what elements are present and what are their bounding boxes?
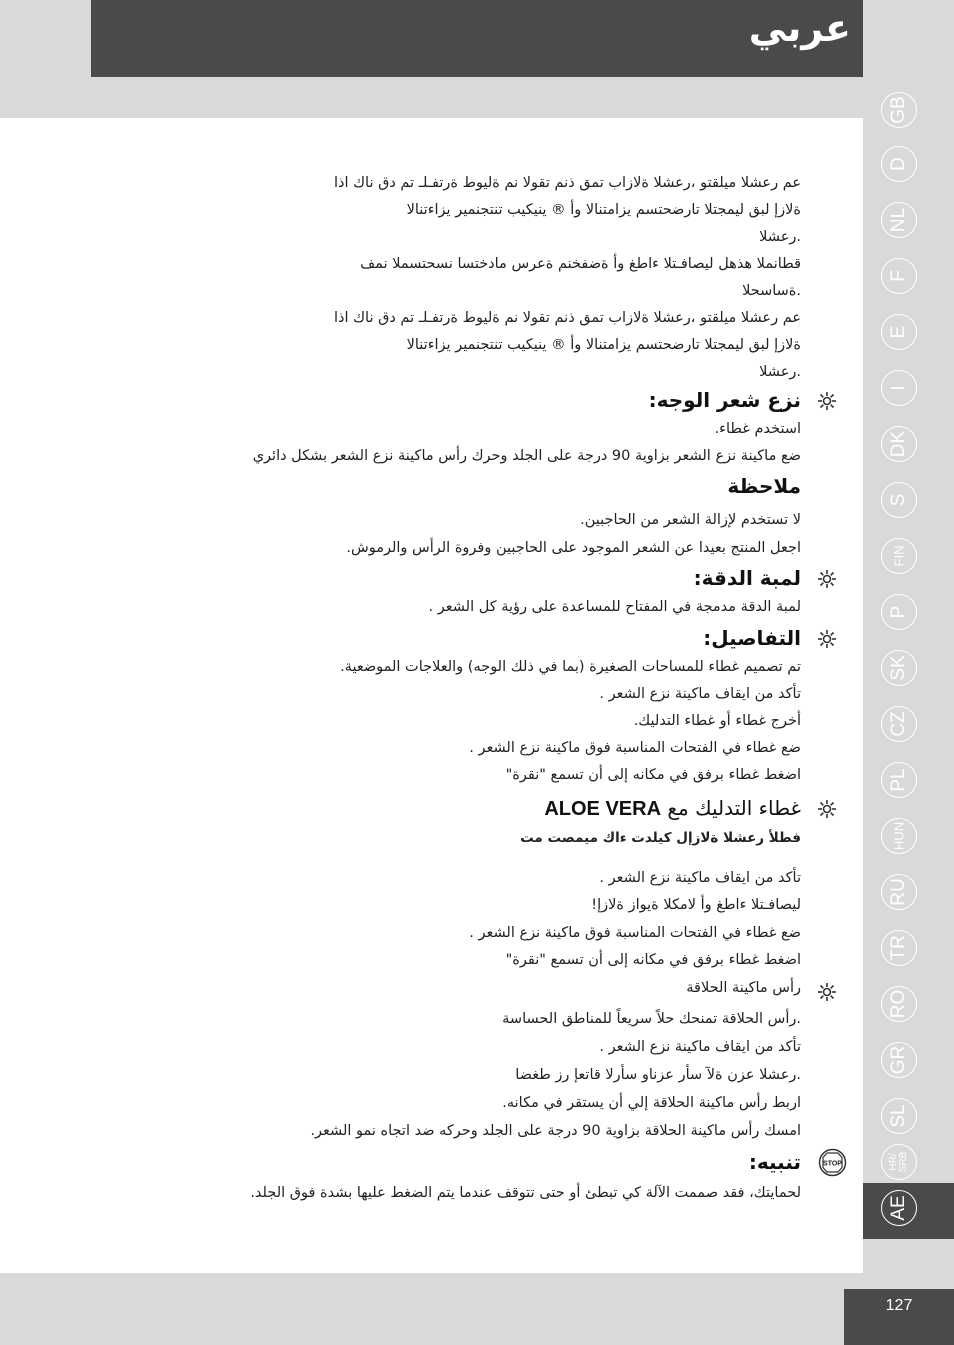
language-tab-label: I — [888, 385, 909, 391]
language-tab-label: FIN — [891, 545, 907, 567]
page-number-box — [844, 1289, 954, 1345]
language-tab[interactable] — [881, 482, 917, 518]
details-line: تم تصميم غطاء للمساحات الصغيرة (بما في ذلك الوجه) والعلاجات الموضعية. — [340, 659, 801, 675]
aloe-line: ليصافـتلا ءاطغ وأ لامكلا ةيواز ةلازإ! — [591, 897, 801, 913]
details-line: ضع غطاء في الفتحات المناسبة فوق ماكينة نزع الشعر . — [469, 740, 801, 756]
language-tab-label: GR — [888, 1045, 909, 1075]
language-tab[interactable] — [881, 1098, 917, 1134]
sun-icon — [817, 629, 837, 649]
precision-light-line: لمبة الدقة مدمجة في المفتاح للمساعدة على رؤية كل الشعر . — [428, 599, 801, 615]
shaver-line: .رعشلا عزن ةلآ سأر عزناو سأرلا قاتعإ رز طغضا — [515, 1067, 801, 1083]
sun-icon — [817, 391, 837, 411]
language-tab[interactable] — [881, 986, 917, 1022]
details-line: اضغط غطاء برفق في مكانه إلى أن تسمع "نقرة" — [505, 767, 801, 783]
note-line: اجعل المنتج بعيدا عن الشعر الموجود على الحاجبين وفروة الرأس والرموش. — [346, 540, 801, 556]
warning-line: لحمايتك، فقد صممت الآلة كي تبطئ أو حتى تتوقف عندما يتم الضغط عليها بشدة فوق الجلد. — [250, 1185, 801, 1201]
note-heading: ملاحظة — [727, 474, 801, 498]
language-tab[interactable] — [881, 1042, 917, 1078]
intro-line: .رعشلا — [759, 229, 801, 245]
language-tab-label: F — [888, 270, 909, 282]
language-tab-label: RO — [888, 989, 909, 1019]
language-tab-label: HUN — [891, 821, 907, 851]
section-heading-details: التفاصيل: — [703, 626, 801, 650]
language-tab[interactable] — [881, 314, 917, 350]
details-line: تأكد من ايقاف ماكينة نزع الشعر . — [599, 686, 801, 702]
language-tab[interactable] — [881, 930, 917, 966]
section-heading-face: نزع شعر الوجه: — [648, 388, 801, 412]
aloe-line: تأكد من ايقاف ماكينة نزع الشعر . — [599, 870, 801, 886]
intro-line: ةلازإ لبق ليمجتلا تارضحتسم يزامتنالا وأ ® ينيكيب تنتجنمير يزاءتنالا — [406, 337, 801, 353]
page-title: عربي — [748, 6, 851, 50]
warning-heading: تنبيه: — [748, 1150, 801, 1174]
intro-line: .ةساسحلا — [742, 283, 801, 299]
language-tab-label: PL — [888, 768, 909, 792]
sun-icon — [817, 799, 837, 819]
note-line: لا تستخدم لإزالة الشعر من الحاجبين. — [580, 512, 801, 528]
language-tab-label: E — [888, 325, 909, 339]
face-line: استخدم غطاء. — [714, 421, 801, 437]
language-tab-label: RU — [888, 878, 909, 906]
shaver-line: امسك رأس ماكينة الحلاقة بزاوية 90 درجة على الجلد وحركه ضد اتجاه نمو الشعر. — [310, 1123, 801, 1139]
language-tab-label: D — [888, 157, 909, 171]
language-tab[interactable] — [881, 426, 917, 462]
face-line: ضع ماكينة نزع الشعر بزاوية 90 درجة على الجلد وحرك رأس ماكينة نزع الشعر بشكل دائري — [252, 448, 801, 464]
language-tab-label: SK — [888, 655, 909, 681]
intro-line: ةلازإ لبق ليمجتلا تارضحتسم يزامتنالا وأ ® ينيكيب تنتجنمير يزاءتنالا — [406, 202, 801, 218]
language-tab-label: NL — [888, 207, 909, 233]
language-tab-label: AE — [888, 1195, 909, 1221]
shaver-line: اربط رأس ماكينة الحلاقة إلي أن يستقر في مكانه. — [502, 1095, 801, 1111]
footer-band — [337, 1273, 863, 1345]
language-tab[interactable] — [881, 258, 917, 294]
intro-line: قطانملا هذهل ليصافـتلا ءاطغ وأ ةضفخنم ةعرس مادختسا نسحتسملا نمف — [360, 256, 801, 272]
language-tab[interactable] — [881, 594, 917, 630]
language-tab-label: HR/ SRB — [888, 1151, 909, 1173]
aloe-subheading: فطلأ رعشلا ةلازإل كيلدت ءاك ميمصت مت — [520, 830, 801, 846]
language-tab-label: GB — [888, 96, 909, 124]
section-heading-aloe — [544, 796, 801, 821]
intro-line: عم رعشلا ميلقتو ،رعشلا ةلازاب تمق ذنم تقولا نم ةليوط ةرتفـلـ تم دق ناك اذا — [333, 175, 801, 191]
details-line: أخرج غطاء أو غطاء التدليك. — [633, 713, 801, 729]
page-number: 127 — [885, 1297, 913, 1314]
language-tab[interactable] — [881, 818, 917, 854]
language-tab[interactable] — [881, 146, 917, 182]
language-tab-label: S — [888, 493, 909, 507]
language-tab[interactable] — [881, 706, 917, 742]
sun-icon — [817, 569, 837, 589]
aloe-heading-arabic: غطاء التدليك مع — [667, 796, 801, 820]
intro-line: .رعشلا — [759, 364, 801, 380]
shaver-heading: رأس ماكينة الحلاقة — [686, 980, 801, 996]
language-tab[interactable] — [881, 92, 917, 128]
language-tab[interactable] — [881, 874, 917, 910]
language-tab-label: CZ — [888, 711, 909, 737]
language-tab[interactable] — [881, 1190, 917, 1226]
language-tab[interactable] — [881, 762, 917, 798]
shaver-line: تأكد من ايقاف ماكينة نزع الشعر . — [599, 1039, 801, 1055]
language-tab[interactable] — [881, 370, 917, 406]
language-tab-label: P — [888, 605, 909, 619]
language-tab[interactable] — [881, 202, 917, 238]
stop-icon — [818, 1148, 847, 1177]
language-tab[interactable] — [881, 1144, 917, 1180]
shaver-line: .رأس الحلاقة تمنحك حلاً سريعاً للمناطق الحساسة — [502, 1011, 801, 1027]
stop-icon-label: STOP — [823, 1160, 842, 1168]
language-tab-label: SL — [888, 1104, 909, 1128]
language-tab[interactable] — [881, 538, 917, 574]
language-tab[interactable] — [881, 650, 917, 686]
aloe-line: اضغط غطاء برفق في مكانه إلى أن تسمع "نقرة" — [505, 952, 801, 968]
sun-icon — [817, 982, 837, 1002]
language-tab-label: TR — [888, 935, 909, 961]
intro-line: عم رعشلا ميلقتو ،رعشلا ةلازاب تمق ذنم تقولا نم ةليوط ةرتفـلـ تم دق ناك اذا — [333, 310, 801, 326]
header-bar — [91, 0, 863, 77]
language-tab-label: DK — [888, 430, 909, 458]
section-heading-precision-light: لمبة الدقة: — [693, 566, 801, 590]
aloe-heading-latin: ALOE VERA — [544, 798, 662, 820]
aloe-line: ضع غطاء في الفتحات المناسبة فوق ماكينة نزع الشعر . — [469, 925, 801, 941]
